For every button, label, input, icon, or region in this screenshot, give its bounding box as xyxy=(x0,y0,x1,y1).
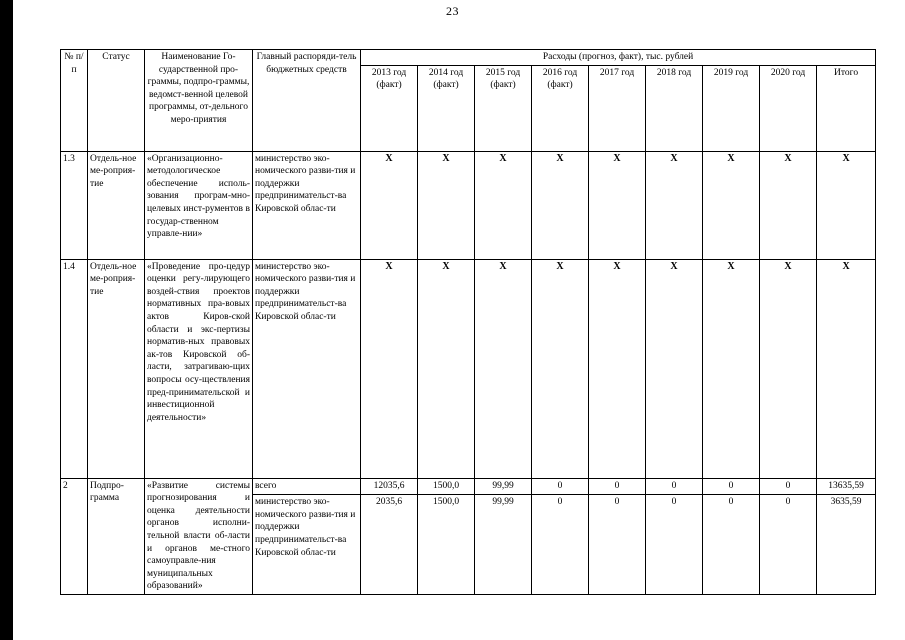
row-num: 1.3 xyxy=(61,151,88,259)
row-value: Х xyxy=(475,259,532,478)
row-total: 3635,59 xyxy=(817,495,876,595)
row-total: 13635,59 xyxy=(817,478,876,495)
row-value: 0 xyxy=(760,495,817,595)
header-year: 2014 год (факт) xyxy=(418,65,475,151)
header-year: 2015 год (факт) xyxy=(475,65,532,151)
row-value: Х xyxy=(532,151,589,259)
row-value: Х xyxy=(589,151,646,259)
row-num: 2 xyxy=(61,478,88,594)
row-name: «Организационно-методологическое обеспечение исполь-зования програм-мно-целевых инст-рументов в государ-ственном управле-нии» xyxy=(145,151,253,259)
row-name: «Развитие системы прогнозирования и оценка деятельности органов исполни-тельной власти об-ласти и органов ме-стного самоуправле-ния муниципальных образований» xyxy=(145,478,253,594)
row-total: Х xyxy=(817,151,876,259)
row-value: 0 xyxy=(703,478,760,495)
row-value: Х xyxy=(646,151,703,259)
row-admin: министерство эко-номического разви-тия и поддержки предпринимательст-ва Кировской облас-ти xyxy=(253,259,361,478)
header-year: 2020 год xyxy=(760,65,817,151)
row-value: 0 xyxy=(589,478,646,495)
row-value: Х xyxy=(760,259,817,478)
row-value: Х xyxy=(703,151,760,259)
table-row xyxy=(61,151,876,259)
row-value: 1500,0 xyxy=(418,495,475,595)
header-year: 2016 год (факт) xyxy=(532,65,589,151)
row-value: Х xyxy=(361,259,418,478)
row-total: Х xyxy=(817,259,876,478)
row-value: 99,99 xyxy=(475,495,532,595)
row-admin-total: всего xyxy=(253,478,361,495)
row-value: Х xyxy=(703,259,760,478)
row-value: 0 xyxy=(646,478,703,495)
header-year: 2018 год xyxy=(646,65,703,151)
header-year: 2013 год (факт) xyxy=(361,65,418,151)
row-value: 0 xyxy=(646,495,703,595)
row-admin: министерство эко-номического разви-тия и поддержки предпринимательст-ва Кировской облас-ти xyxy=(253,151,361,259)
row-admin: министерство эко-номического разви-тия и поддержки предпринимательст-ва Кировской облас-ти xyxy=(253,495,361,595)
row-value: Х xyxy=(475,151,532,259)
row-status: Отдель-ное ме-роприя-тие xyxy=(88,151,145,259)
row-value: 12035,6 xyxy=(361,478,418,495)
row-num: 1.4 xyxy=(61,259,88,478)
header-admin: Главный распоряди-тель бюджетных средств xyxy=(253,50,361,152)
row-status: Отдель-ное ме-роприя-тие xyxy=(88,259,145,478)
row-value: 0 xyxy=(703,495,760,595)
row-value: Х xyxy=(532,259,589,478)
row-value: Х xyxy=(418,259,475,478)
header-row-1 xyxy=(61,50,876,66)
row-status: Подпро-грамма xyxy=(88,478,145,594)
row-value: 1500,0 xyxy=(418,478,475,495)
header-total: Итого xyxy=(817,65,876,151)
header-year: 2017 год xyxy=(589,65,646,151)
row-value: Х xyxy=(646,259,703,478)
row-value: Х xyxy=(760,151,817,259)
header-status: Статус xyxy=(88,50,145,152)
row-value: 0 xyxy=(532,478,589,495)
row-value: Х xyxy=(589,259,646,478)
page-number: 23 xyxy=(446,4,459,18)
header-year: 2019 год xyxy=(703,65,760,151)
row-value: Х xyxy=(361,151,418,259)
expenses-table xyxy=(60,49,876,595)
row-name: «Проведение про-цедур оценки регу-лирующего воздей-ствия проектов нормативных пра-вовых актов Киров-ской области и экс-пертизы норматив-ных правовых ак-тов Кировской об-ласти, затрагиваю-щих вопросы осу-ществления пред-принимательской и инвестиционной деятельности» xyxy=(145,259,253,478)
scan-edge-bar xyxy=(0,0,13,640)
row-value: 2035,6 xyxy=(361,495,418,595)
table-row xyxy=(61,259,876,478)
header-expenses: Расходы (прогноз, факт), тыс. рублей xyxy=(361,50,876,66)
row-value: 0 xyxy=(532,495,589,595)
table-row xyxy=(61,478,876,495)
row-value: 0 xyxy=(760,478,817,495)
row-value: 99,99 xyxy=(475,478,532,495)
header-name: Наименование Го-сударственной про-граммы, подпро-граммы, ведомст-венной целевой программы, от-дельного меро-приятия xyxy=(145,50,253,152)
row-value: 0 xyxy=(589,495,646,595)
header-num: № п/п xyxy=(61,50,88,152)
row-value: Х xyxy=(418,151,475,259)
